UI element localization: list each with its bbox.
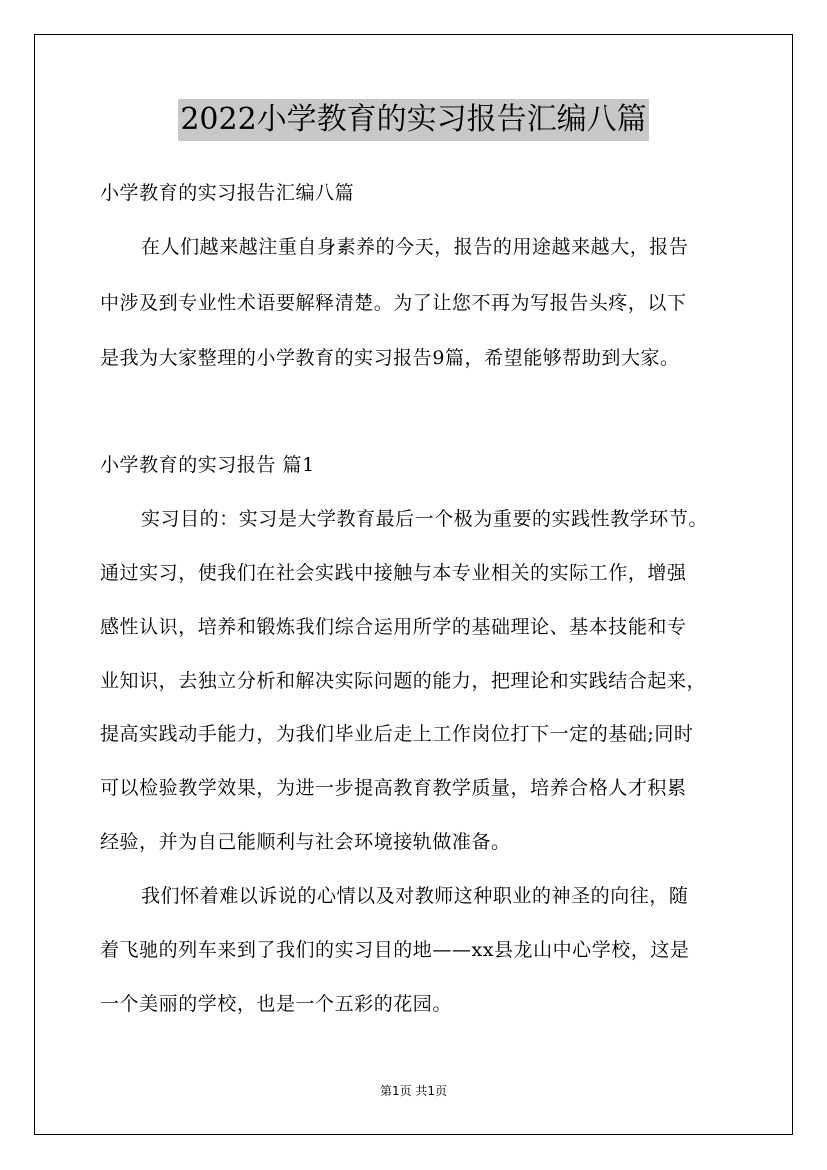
paragraph-line: 实习目的：实习是大学教育最后一个极为重要的实践性教学环节。	[141, 508, 708, 530]
paragraph-line: 通过实习，使我们在社会实践中接触与本专业相关的实际工作，增强	[100, 562, 687, 584]
paragraph-line: 可以检验教学效果，为进一步提高教育教学质量，培养合格人才积累	[100, 777, 687, 799]
paragraph-line: 经验，并为自己能顺利与社会环境接轨做准备。	[100, 831, 511, 853]
intro-line: 在人们越来越注重自身素养的今天，报告的用途越来越大，报告	[141, 236, 689, 258]
intro-line: 是我为大家整理的小学教育的实习报告9篇，希望能够帮助到大家。	[100, 347, 680, 369]
paragraph-line: 业知识，去独立分析和解决实际问题的能力，把理论和实践结合起来，	[100, 670, 707, 692]
paragraph-line: 着飞驰的列车来到了我们的实习目的地——xx县龙山中心学校，这是	[100, 939, 690, 961]
section-heading: 小学教育的实习报告 篇1	[100, 454, 315, 476]
document-subtitle: 小学教育的实习报告汇编八篇	[100, 182, 355, 204]
page-footer: 第1页 共1页	[379, 1084, 448, 1098]
paragraph-line: 一个美丽的学校，也是一个五彩的花园。	[100, 993, 452, 1015]
paragraph-line: 我们怀着难以诉说的心情以及对教师这种职业的神圣的向往，随	[141, 885, 689, 907]
title-wrapper	[0, 99, 827, 141]
intro-line: 中涉及到专业性术语要解释清楚。为了让您不再为写报告头疼，以下	[100, 292, 687, 314]
paragraph-line: 提高实践动手能力，为我们毕业后走上工作岗位打下一定的基础;同时	[100, 723, 694, 745]
paragraph-line: 感性认识，培养和锻炼我们综合运用所学的基础理论、基本技能和专	[100, 616, 687, 638]
document-title: 2022小学教育的实习报告汇编八篇	[178, 99, 648, 141]
